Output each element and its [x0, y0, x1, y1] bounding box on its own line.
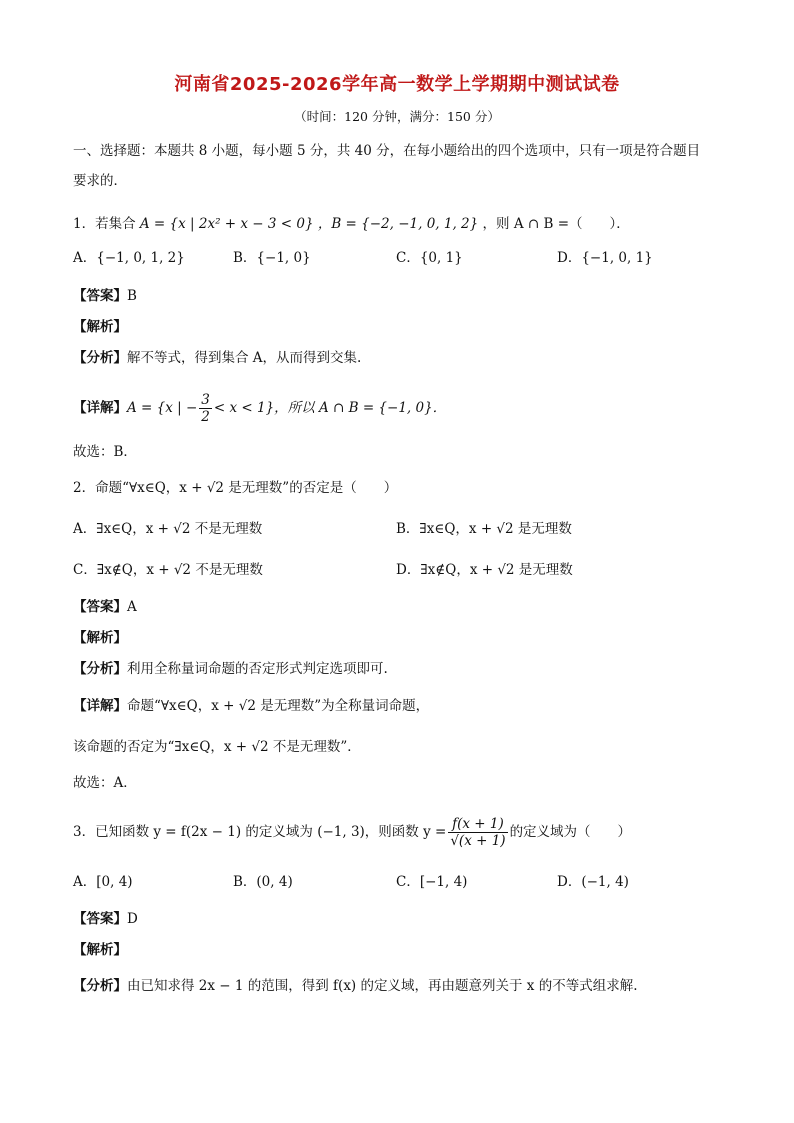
- q1-detail: [73, 391, 446, 425]
- answer-value: A: [127, 599, 137, 615]
- q3-fraction: [448, 816, 507, 849]
- answer-label: 【答案】: [73, 599, 127, 615]
- fraction-3-2: [199, 392, 212, 425]
- q1-analysis-label: 【解析】: [73, 319, 127, 335]
- answer-label: 【答案】: [73, 911, 127, 927]
- fenxi-label: 【分析】: [73, 350, 127, 366]
- q3-stem: [73, 812, 631, 852]
- detail-set-start: A = {x | −: [127, 400, 198, 416]
- q3-analysis-label: 【解析】: [73, 942, 127, 958]
- q2-stem: 2．命题“∀x∈Q，x + √2 是无理数”的否定是（ ）: [73, 480, 398, 496]
- q3-option-b: B．(0, 4): [233, 874, 293, 890]
- q3-option-c: C．[−1, 4): [396, 874, 468, 890]
- answer-label: 【答案】: [73, 288, 127, 304]
- fenxi-text: 由已知求得 2x − 1 的范围，得到 f(x) 的定义域，再由题意列关于 x 的不等式组求解.: [127, 978, 638, 994]
- section-heading-line2: 要求的．: [73, 173, 127, 189]
- fenxi-label: 【分析】: [73, 978, 127, 994]
- q3-answer: [73, 909, 138, 929]
- q1-choose: 故选：B．: [73, 444, 137, 460]
- q1-set-a: A = {x | 2x² + x − 3 < 0}: [139, 216, 314, 232]
- q2-option-c: C．∃x∉Q，x + √2 不是无理数: [73, 562, 263, 578]
- q1-set-b: ，B = {−2, −1, 0, 1, 2}: [317, 216, 479, 232]
- q1-option-d: D．{−1, 0, 1}: [557, 250, 653, 266]
- fenxi-text: 解不等式，得到集合 A，从而得到交集.: [127, 350, 362, 366]
- q2-option-d: D．∃x∉Q，x + √2 是无理数: [396, 562, 573, 578]
- fenxi-label: 【分析】: [73, 661, 127, 677]
- fraction-denominator: 2: [201, 409, 210, 425]
- detail-label: 【详解】: [73, 698, 127, 714]
- q2-choose: 故选：A．: [73, 775, 137, 791]
- fraction-numerator: f(x + 1): [448, 816, 507, 833]
- q2-option-a: A．∃x∈Q，x + √2 不是无理数: [73, 521, 263, 537]
- q3-option-a: A．[0, 4): [73, 874, 133, 890]
- q2-detail: [73, 696, 429, 716]
- q3-option-d: D．(−1, 4): [557, 874, 629, 890]
- detail-set-end: < x < 1}，所以 A ∩ B = {−1, 0}．: [213, 400, 447, 416]
- q1-fenxi: [73, 348, 361, 368]
- q2-detail-2: 该命题的否定为“∃x∈Q，x + √2 不是无理数”．: [73, 739, 361, 755]
- section-heading-line1: 一、选择题：本题共 8 小题，每小题 5 分，共 40 分，在每小题给出的四个选项中，只有一项是符合题目: [73, 143, 701, 159]
- detail-label: 【详解】: [73, 400, 127, 416]
- q1-answer: [73, 286, 137, 306]
- q1-option-b: B．{−1, 0}: [233, 250, 311, 266]
- answer-value: D: [127, 911, 138, 927]
- q1-option-c: C．{0, 1}: [396, 250, 463, 266]
- q1-option-a: A．{−1, 0, 1, 2}: [73, 250, 185, 266]
- q3-fenxi: [73, 976, 637, 996]
- detail-text: 命题“∀x∈Q，x + √2 是无理数”为全称量词命题，: [127, 698, 430, 714]
- page-title: 河南省2025-2026学年高一数学上学期期中测试试卷: [174, 74, 620, 95]
- q2-answer: [73, 597, 137, 617]
- fraction-numerator: 3: [201, 392, 210, 408]
- q2-analysis-label: 【解析】: [73, 630, 127, 646]
- q3-stem-start: 3．已知函数 y = f(2x − 1) 的定义域为 (−1, 3)，则函数 y =: [73, 824, 447, 840]
- fraction-denominator: √(x + 1): [450, 833, 506, 849]
- exam-info: （时间：120 分钟，满分：150 分）: [294, 109, 500, 124]
- fenxi-text: 利用全称量词命题的否定形式判定选项即可.: [127, 661, 388, 677]
- q2-fenxi: [73, 659, 388, 679]
- q1-stem: [73, 214, 630, 234]
- q3-stem-end: 的定义域为（ ）: [509, 824, 632, 840]
- answer-value: B: [127, 288, 137, 304]
- q1-number: 1．若集合: [73, 216, 136, 232]
- q1-tail: ，则 A ∩ B =（ ）．: [482, 216, 630, 232]
- q2-option-b: B．∃x∈Q，x + √2 是无理数: [396, 521, 572, 537]
